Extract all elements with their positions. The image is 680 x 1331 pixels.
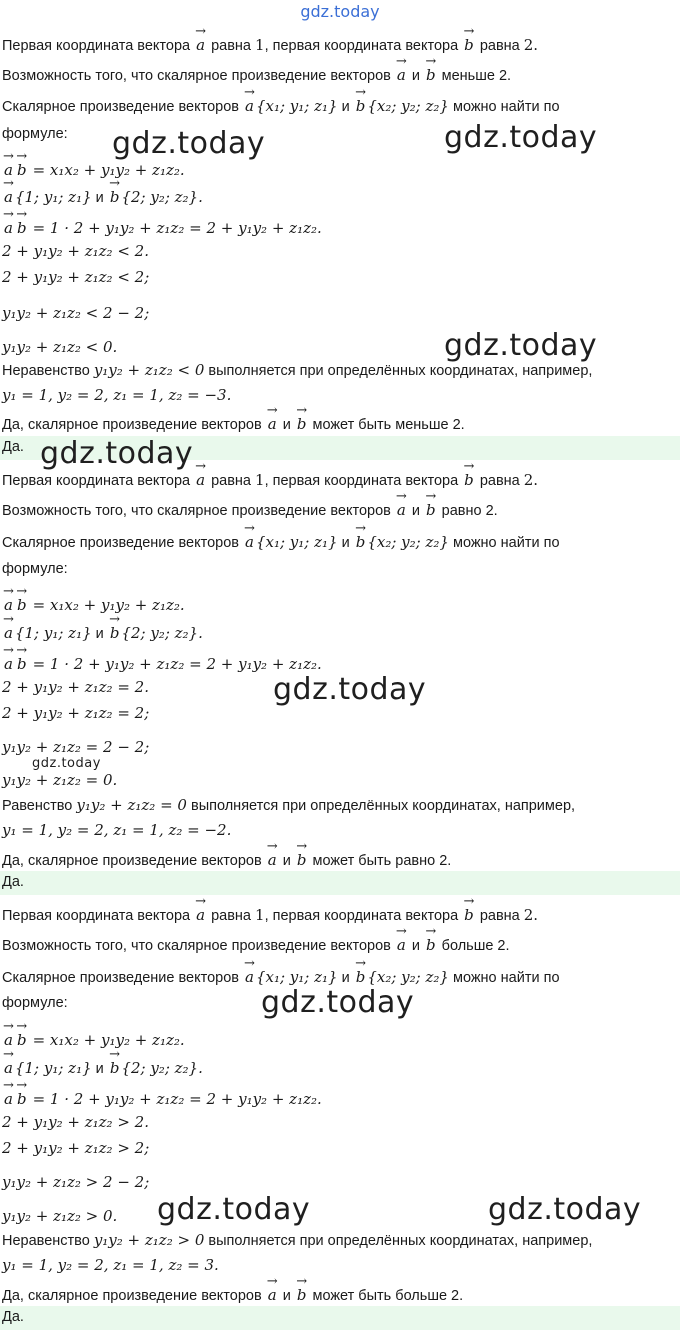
watermark: gdz.today [112,126,266,161]
s3-first-coord-line: Первая координата вектора → a равна 1, первая координата вектора → b равна 2. [2,905,538,926]
s3-given: → a {1; y₁; z₁} и → b {2; y₂; z₂}. [2,1058,203,1079]
s1-condition: Неравенство y₁y₂ + z₁z₂ < 0 выполняется при определённых координатах, например, [2,361,593,379]
s2-answer: Да. [0,871,680,895]
s2-conclusion: Да, скалярное произведение векторов → a и → b может быть равно 2. [2,850,451,871]
s2-condition: Равенство y₁y₂ + z₁z₂ = 0 выполняется при определённых координатах, например, [2,796,576,814]
watermark: gdz.today [40,436,194,471]
s3-dot-def: → a→ b = x₁x₂ + y₁y₂ + z₁z₂. [2,1030,185,1051]
s3-conclusion: Да, скалярное произведение векторов → a и → b может быть больше 2. [2,1285,463,1306]
watermark: gdz.today [32,756,101,771]
s1-step4: y₁y₂ + z₁z₂ < 0. [2,338,118,356]
watermark: gdz.today [488,1192,642,1227]
watermark: gdz.today [444,328,598,363]
s2-step1: 2 + y₁y₂ + z₁z₂ = 2. [2,678,149,696]
s1-given: → a {1; y₁; z₁} и → b {2; y₂; z₂}. [2,187,203,208]
s1-step3: y₁y₂ + z₁z₂ < 2 − 2; [2,304,150,322]
s1-dot-def: → a→ b = x₁x₂ + y₁y₂ + z₁z₂. [2,160,185,181]
s3-step4: y₁y₂ + z₁z₂ > 0. [2,1207,118,1225]
site-header[interactable]: gdz.today [300,2,380,21]
s1-dot-calc: → a→ b = 1 · 2 + y₁y₂ + z₁z₂ = 2 + y₁y₂ + z₁z₂. [2,218,322,239]
s2-given: → a {1; y₁; z₁} и → b {2; y₂; z₂}. [2,623,203,644]
s3-answer: Да. [0,1306,680,1330]
watermark: gdz.today [157,1192,311,1227]
s2-step3: y₁y₂ + z₁z₂ = 2 − 2; [2,738,150,756]
s3-question-line: Возможность того, что скалярное произведение векторов → a и → b больше 2. [2,935,510,956]
s1-conclusion: Да, скалярное произведение векторов → a и → b может быть меньше 2. [2,414,465,435]
s2-step2: 2 + y₁y₂ + z₁z₂ = 2; [2,704,150,722]
s2-first-coord-line: Первая координата вектора → a равна 1, первая координата вектора → b равна 2. [2,470,538,491]
s1-first-coord-line: Первая координата вектора → a равна 1, первая координата вектора → b равна 2. [2,35,538,56]
s3-step2: 2 + y₁y₂ + z₁z₂ > 2; [2,1139,150,1157]
s2-example: y₁ = 1, y₂ = 2, z₁ = 1, z₂ = −2. [2,821,232,839]
s1-formula-word: формуле: [2,126,68,142]
watermark: gdz.today [444,120,598,155]
s2-formula-intro: Скалярное произведение векторов → a {x₁; y₁; z₁} и → b {x₂; y₂; z₂} можно найти по [2,532,560,553]
s3-example: y₁ = 1, y₂ = 2, z₁ = 1, z₂ = 3. [2,1256,219,1274]
s2-question-line: Возможность того, что скалярное произведение векторов → a и → b равно 2. [2,500,498,521]
s3-formula-intro: Скалярное произведение векторов → a {x₁; y₁; z₁} и → b {x₂; y₂; z₂} можно найти по [2,967,560,988]
s1-example: y₁ = 1, y₂ = 2, z₁ = 1, z₂ = −3. [2,386,232,404]
s3-formula-word: формуле: [2,995,68,1011]
s1-step1: 2 + y₁y₂ + z₁z₂ < 2. [2,242,149,260]
s1-step2: 2 + y₁y₂ + z₁z₂ < 2; [2,268,150,286]
s3-step3: y₁y₂ + z₁z₂ > 2 − 2; [2,1173,150,1191]
s2-step4: y₁y₂ + z₁z₂ = 0. [2,771,118,789]
s1-answer: Да. [0,436,680,460]
s2-formula-word: формуле: [2,561,68,577]
s1-question-line: Возможность того, что скалярное произведение векторов → a и → b меньше 2. [2,65,511,86]
s3-condition: Неравенство y₁y₂ + z₁z₂ > 0 выполняется при определённых координатах, например, [2,1231,593,1249]
s3-dot-calc: → a→ b = 1 · 2 + y₁y₂ + z₁z₂ = 2 + y₁y₂ + z₁z₂. [2,1089,322,1110]
s1-formula-intro: Скалярное произведение векторов → a {x₁; y₁; z₁} и → b {x₂; y₂; z₂} можно найти по [2,96,560,117]
watermark: gdz.today [273,672,427,707]
s2-dot-def: → a→ b = x₁x₂ + y₁y₂ + z₁z₂. [2,595,185,616]
s3-step1: 2 + y₁y₂ + z₁z₂ > 2. [2,1113,149,1131]
s2-dot-calc: → a→ b = 1 · 2 + y₁y₂ + z₁z₂ = 2 + y₁y₂ + z₁z₂. [2,654,322,675]
watermark: gdz.today [261,985,415,1020]
